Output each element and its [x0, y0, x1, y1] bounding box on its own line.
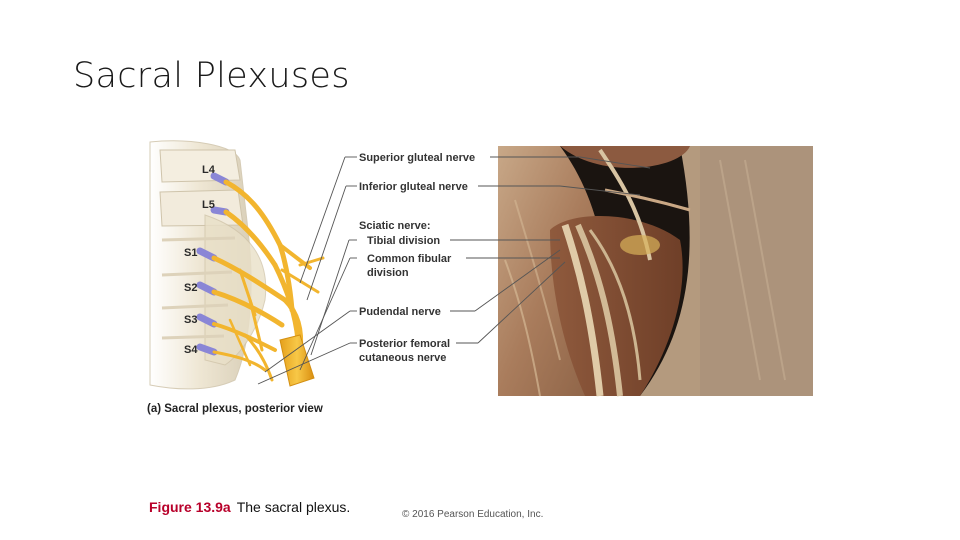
vertebra-label-s4: S4	[184, 344, 198, 356]
sciatic-trunk	[280, 335, 314, 386]
cadaver-photo	[498, 146, 813, 396]
figure-caption-text: The sacral plexus.	[236, 499, 351, 515]
figure-caption	[149, 499, 350, 515]
label-tibial-division: Tibial division	[367, 235, 441, 247]
vertebra-label-l5: L5	[202, 199, 215, 211]
label-pudendal: Pudendal nerve	[359, 306, 441, 318]
vertebra-label-s1: S1	[184, 247, 198, 259]
figure-number: Figure 13.9a	[149, 499, 231, 515]
nerve-labels	[359, 152, 475, 364]
label-common-fibular-2: division	[367, 267, 409, 279]
label-post-femoral-1: Posterior femoral	[359, 338, 451, 350]
label-post-femoral-2: cutaneous nerve	[359, 352, 447, 364]
copyright-notice: © 2016 Pearson Education, Inc.	[402, 509, 544, 520]
vertebra-label-s3: S3	[184, 314, 198, 326]
vertebra-label-l4: L4	[202, 164, 215, 176]
label-sciatic-heading: Sciatic nerve:	[359, 220, 431, 232]
vertebra-label-s2: S2	[184, 282, 198, 294]
label-inferior-gluteal: Inferior gluteal nerve	[359, 181, 468, 193]
view-caption: (a) Sacral plexus, posterior view	[147, 403, 323, 415]
label-common-fibular-1: Common fibular	[367, 253, 452, 265]
slide-title: Sacral Plexuses	[73, 56, 350, 96]
label-superior-gluteal: Superior gluteal nerve	[359, 152, 476, 164]
